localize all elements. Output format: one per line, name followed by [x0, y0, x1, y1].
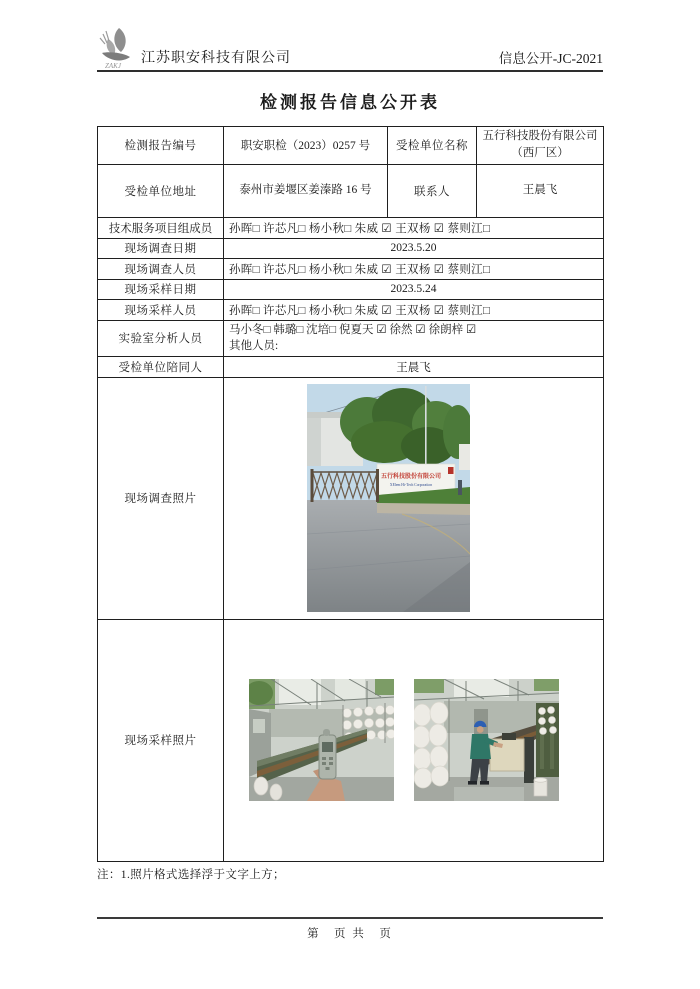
survey-date-label: 现场调查日期 — [98, 238, 224, 258]
disclosure-form-table — [97, 126, 604, 862]
footnote: 注：1.照片格式选择浮于文字上方； — [97, 868, 285, 881]
row-survey-date — [98, 238, 604, 258]
lab-staff-others-label: 其他人员: — [229, 340, 279, 353]
gate-sign-text-cn: 五行科技股份有限公司 — [380, 473, 442, 480]
row-escort — [98, 356, 604, 377]
row-survey-photo — [98, 377, 604, 619]
page-title: 检测报告信息公开表 — [260, 93, 440, 112]
row-report-no — [98, 127, 604, 165]
escort-label: 受检单位陪同人 — [98, 356, 224, 377]
survey-date-value: 2023.5.20 — [224, 238, 604, 258]
row-address — [98, 164, 604, 217]
survey-photo-label: 现场调查照片 — [98, 377, 224, 619]
sampling-photo-cell — [224, 619, 604, 861]
escort-value: 王晨飞 — [224, 356, 604, 377]
lab-staff-members: 马小冬□ 韩璐□ 沈培□ 倪夏天 ☑ 徐然 ☑ 徐朗梓 ☑ — [229, 323, 477, 336]
contact-value: 王晨飞 — [477, 164, 604, 217]
team-label: 技术服务项目组成员 — [98, 217, 224, 238]
page-footer — [97, 917, 603, 942]
company-logo-icon — [97, 26, 137, 70]
sampling-date-label: 现场采样日期 — [98, 279, 224, 299]
unit-name-value: 五行科技股份有限公司（西厂区） — [477, 127, 604, 165]
row-sampling-staff — [98, 299, 604, 320]
survey-staff-members: 孙晖□ 许芯凡□ 杨小秋□ 朱威 ☑ 王双杨 ☑ 蔡则江□ — [224, 258, 604, 279]
company-name: 江苏职安科技有限公司 — [141, 51, 291, 66]
sampling-date-value: 2023.5.24 — [224, 279, 604, 299]
sampling-photo-right — [414, 679, 559, 801]
sampling-staff-members: 孙晖□ 许芯凡□ 杨小秋□ 朱威 ☑ 王双杨 ☑ 蔡则江□ — [224, 299, 604, 320]
survey-photo — [307, 384, 470, 612]
page-header — [97, 0, 603, 72]
report-no-value: 职安职检（2023）0257 号 — [224, 127, 388, 165]
survey-photo-cell — [224, 377, 604, 619]
row-lab-staff — [98, 320, 604, 356]
row-sampling-date — [98, 279, 604, 299]
unit-name-label: 受检单位名称 — [388, 127, 477, 165]
row-survey-staff — [98, 258, 604, 279]
row-sampling-photo — [98, 619, 604, 861]
page-number-text: 第 页 共 页 — [307, 928, 393, 940]
lab-staff-cell — [224, 320, 604, 356]
survey-staff-label: 现场调查人员 — [98, 258, 224, 279]
row-team — [98, 217, 604, 238]
sampling-photo-left — [249, 679, 394, 801]
lab-staff-label: 实验室分析人员 — [98, 320, 224, 356]
sampling-photo-label: 现场采样照片 — [98, 619, 224, 861]
address-value: 泰州市姜堰区姜溱路 16 号 — [224, 164, 388, 217]
team-members: 孙晖□ 许芯凡□ 杨小秋□ 朱威 ☑ 王双杨 ☑ 蔡则江□ — [224, 217, 604, 238]
sampling-staff-label: 现场采样人员 — [98, 299, 224, 320]
address-label: 受检单位地址 — [98, 164, 224, 217]
svg-text:ZAKJ: ZAKJ — [105, 62, 121, 70]
doc-code: 信息公开-JC-2021 — [498, 51, 603, 66]
contact-label: 联系人 — [388, 164, 477, 217]
report-no-label: 检测报告编号 — [98, 127, 224, 165]
gate-sign-text-en: XElem Hi-Tech Corporation — [389, 482, 433, 487]
